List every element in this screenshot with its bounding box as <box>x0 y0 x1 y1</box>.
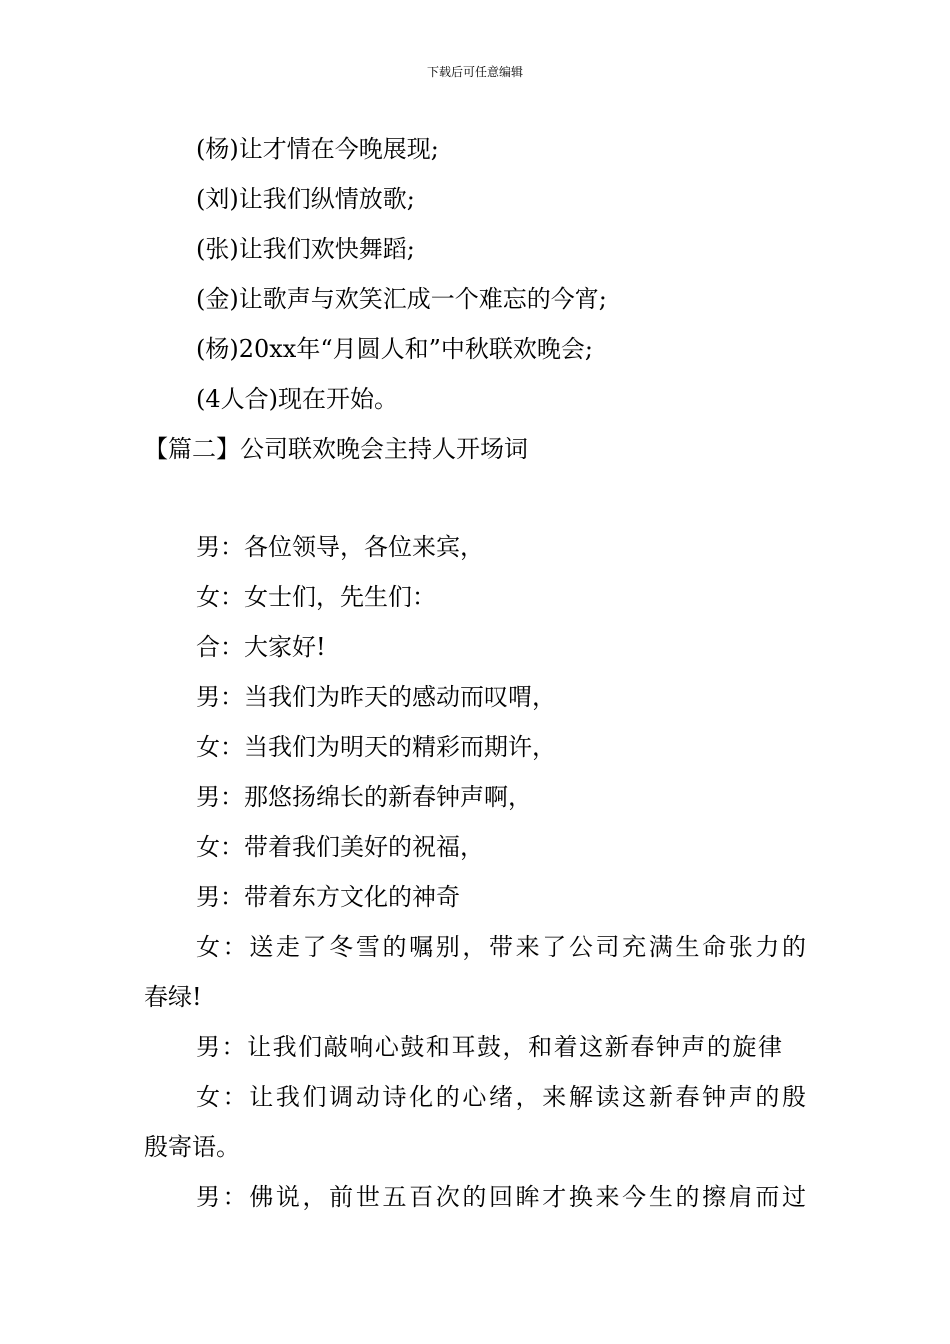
text-line: 男：佛说，前世五百次的回眸才换来今生的擦肩而过 <box>196 1183 806 1211</box>
text-line: (刘)让我们纵情放歌; <box>196 185 415 213</box>
text-line: (金)让歌声与欢笑汇成一个难忘的今宵; <box>196 285 607 313</box>
text-line: 男：各位领导，各位来宾， <box>196 533 484 561</box>
text-line: 女：当我们为明天的精彩而期许， <box>196 733 556 761</box>
text-line: 殷寄语。 <box>144 1133 240 1161</box>
page-header: 下载后可任意编辑 <box>426 65 523 79</box>
text-line: (杨)20xx年“月圆人和”中秋联欢晚会; <box>196 335 593 363</box>
text-line: 男：带着东方文化的神奇 <box>196 883 460 911</box>
text-line: 女：送走了冬雪的嘱别，带来了公司充满生命张力的 <box>196 933 806 961</box>
text-line: 女：带着我们美好的祝福， <box>196 833 484 861</box>
text-line: (张)让我们欢快舞蹈; <box>196 235 415 263</box>
text-line: 女：女士们，先生们： <box>196 583 436 611</box>
text-line: (杨)让才情在今晚展现; <box>196 135 439 163</box>
section-heading: 【篇二】公司联欢晚会主持人开场词 <box>144 435 528 463</box>
text-line: 合：大家好! <box>196 633 326 661</box>
text-line: 女：让我们调动诗化的心绪，来解读这新春钟声的殷 <box>196 1083 806 1111</box>
text-line: 男：那悠扬绵长的新春钟声啊， <box>196 783 532 811</box>
text-line: 男：当我们为昨天的感动而叹喟， <box>196 683 556 711</box>
text-line: 春绿! <box>144 983 202 1011</box>
text-line: (4人合)现在开始。 <box>196 385 398 413</box>
text-line: 男：让我们敲响心鼓和耳鼓，和着这新春钟声的旋律 <box>196 1033 782 1061</box>
